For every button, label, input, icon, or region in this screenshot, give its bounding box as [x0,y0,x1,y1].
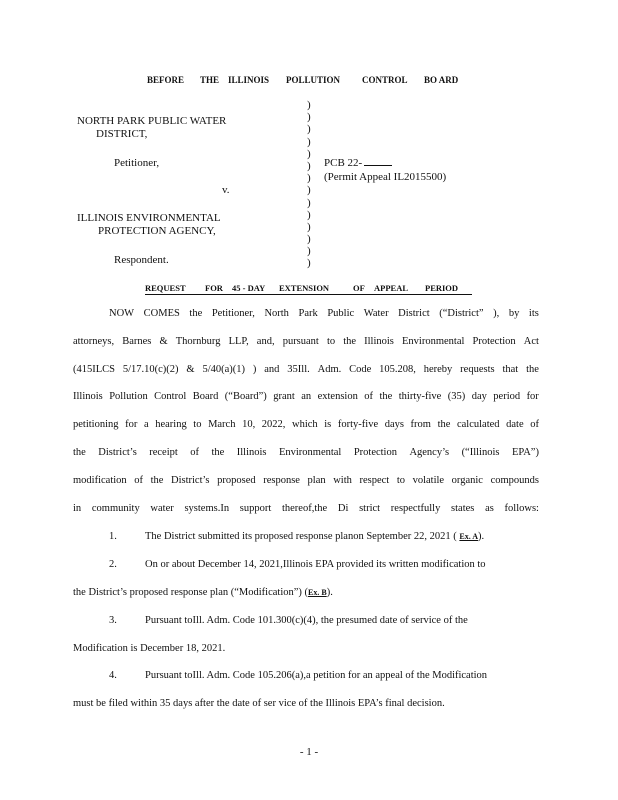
intro-line: the District’s receipt of the Illinois Environmental Protection Agency’s (“Illinois EPA”) [73,447,539,458]
caption-divider: ) ) ) ) ) ) ) ) ) ) ) ) ) ) [307,99,311,270]
page-number: - 1 - [299,746,319,758]
title-word: REQUEST [145,283,186,293]
title-underline [145,294,472,295]
paragraph-number: 2. [109,559,117,570]
heading-word: BO ARD [424,75,459,85]
paragraph-number: 3. [109,615,117,626]
respondent-name-line2: PROTECTION AGENCY, [98,225,216,237]
respondent-role: Respondent. [114,254,169,266]
paragraph-2-line2: the District’s proposed response plan (“Modification”) (Ex. B). [73,587,333,598]
heading-word: POLLUTION [286,75,341,85]
intro-line: modification of the District’s proposed response plan with respect to volatile organic compounds [73,475,539,486]
heading-word: BEFORE [147,75,185,85]
case-number: PCB 22- [324,157,392,169]
intro-line: Illinois Pollution Control Board (“Board”) grant an extension of the thirty-five (35) day period for [73,391,539,402]
intro-line: (415ILCS 5/17.10(c)(2) & 5/40(a)(1) ) and 35Ill. Adm. Code 105.208, hereby requests that the [73,364,539,375]
title-word: EXTENSION [279,283,330,293]
paragraph-3-line1: Pursuant toIll. Adm. Code 101.300(c)(4), the presumed date of service of the [145,615,468,626]
intro-line: in community water systems.In support thereof,the Di strict respectfully states as follows: [73,503,539,514]
title-word: FOR [205,283,223,293]
petitioner-name-line2: DISTRICT, [96,128,148,140]
intro-line: attorneys, Barnes & Thornburg LLP, and, pursuant to the Illinois Environmental Protection Act [73,336,539,347]
paragraph-1-text: The District submitted its proposed response planon September 22, 2021 ( Ex. A). [145,531,485,542]
paragraph-2-line1: On or about December 14, 2021,Illinois EPA provided its written modification to [145,559,486,570]
petitioner-role: Petitioner, [114,157,160,169]
petitioner-name-line1: NORTH PARK PUBLIC WATER [77,115,227,127]
paragraph-4-line2: must be filed within 35 days after the date of ser vice of the Illinois EPA’s final decision. [73,698,445,709]
paragraph-4-line1: Pursuant toIll. Adm. Code 105.206(a),a petition for an appeal of the Modification [145,670,488,681]
title-word: OF [353,283,365,293]
heading-word: CONTROL [362,75,408,85]
exhibit-b-link[interactable]: Ex. B [308,588,327,597]
intro-line: petitioning for a hearing to March 10, 2022, which is forty-five days from the calculated date of [73,419,539,430]
paragraph-3-line2: Modification is December 18, 2021. [73,643,226,654]
title-word: 45 - DAY [232,283,266,293]
exhibit-a-link[interactable]: Ex. A [459,532,479,541]
permit-appeal: (Permit Appeal IL2015500) [324,171,447,183]
intro-line: NOW COMES the Petitioner, North Park Public Water District (“District” ), by its [109,308,539,319]
versus: v. [222,184,230,196]
heading-word: THE [200,75,220,85]
respondent-name-line1: ILLINOIS ENVIRONMENTAL [77,212,221,224]
paragraph-number: 1. [109,531,117,542]
paragraph-number: 4. [109,670,117,681]
title-word: PERIOD [425,283,459,293]
title-word: APPEAL [374,283,408,293]
heading-word: ILLINOIS [228,75,270,85]
